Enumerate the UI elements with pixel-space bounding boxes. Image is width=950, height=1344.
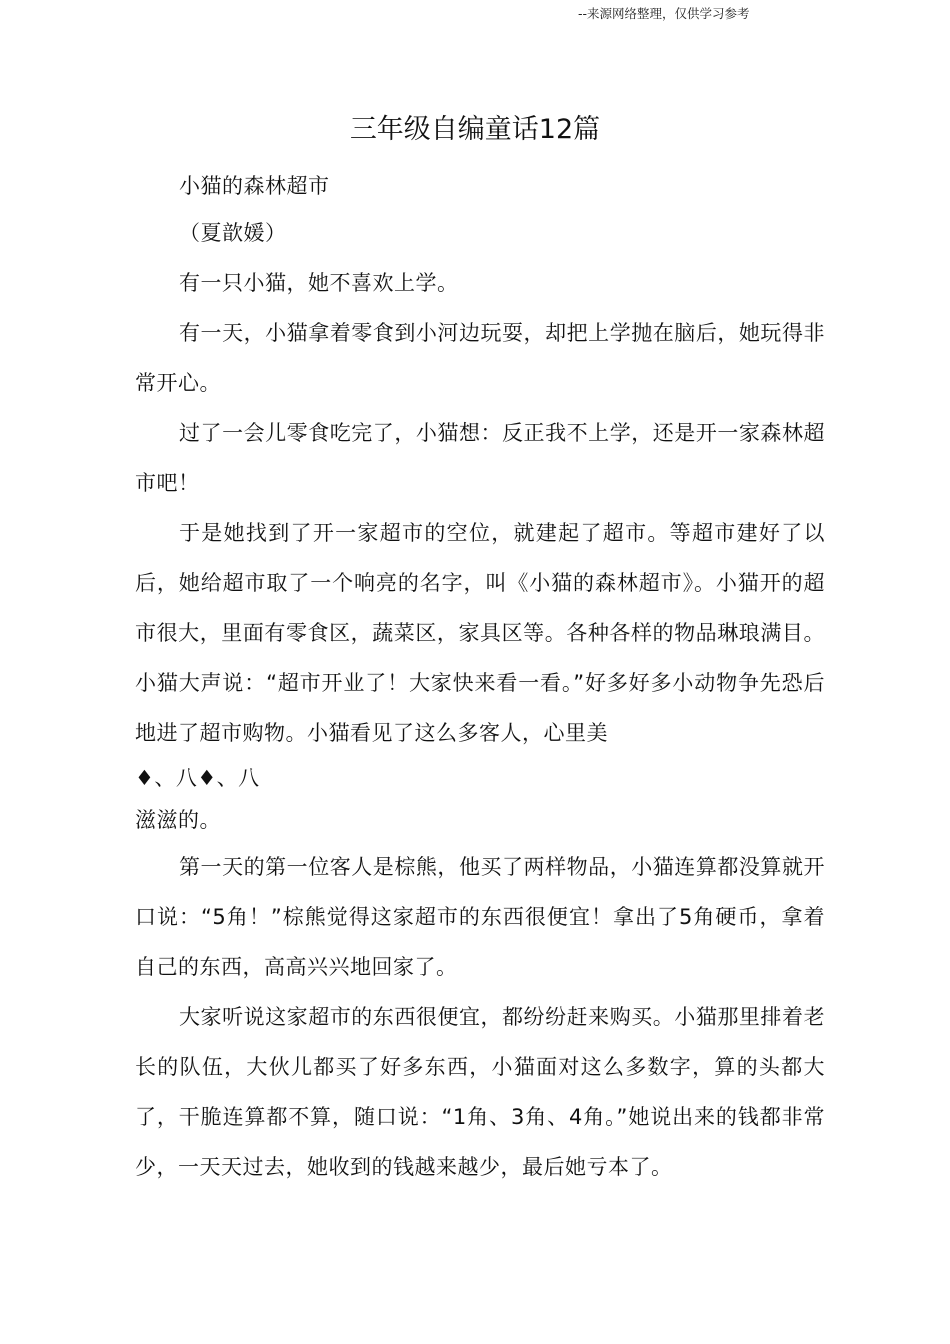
paragraph-4-continuation: 滋滋的。 — [135, 808, 221, 832]
paragraph-6: 大家听说这家超市的东西很便宜，都纷纷赶来购买。小猫那里排着老长的队伍，大伙儿都买了好多东西，小猫面对这么多数字，算的头都大了，干脆连算都不算，随口说：“1角、3角、4角。”她说出来的钱都非常少，一天天过去，她收到的钱越来越少，最后她亏本了。 — [135, 1005, 825, 1179]
paragraph-4: 于是她找到了开一家超市的空位，就建起了超市。等超市建好了以后，她给超市取了一个响亮的名字，叫《小猫的森林超市》。小猫开的超市很大，里面有零食区，蔬菜区，家具区等。各种各样的物品琳琅满目。小猫大声说：“超市开业了！大家快来看一看。”好多好多小动物争先恐后地进了超市购物。小猫看见了这么多客人，心里美 — [135, 521, 825, 745]
story-content — [135, 164, 825, 1192]
paragraph-1: 有一只小猫，她不喜欢上学。 — [179, 271, 459, 295]
paragraph-3: 过了一会儿零食吃完了，小猫想：反正我不上学，还是开一家森林超市吧！ — [135, 421, 825, 495]
garbled-line: ♦、八♦、八 — [135, 766, 260, 790]
document-title: 三年级自编童话12篇 — [349, 114, 601, 145]
header-note: --来源网络整理，仅供学习参考 — [578, 6, 750, 21]
story-author: （夏歆媛） — [179, 221, 287, 245]
paragraph-2: 有一天，小猫拿着零食到小河边玩耍，却把上学抛在脑后，她玩得非常开心。 — [135, 321, 825, 395]
story-subtitle: 小猫的森林超市 — [179, 174, 330, 198]
paragraph-5: 第一天的第一位客人是棕熊，他买了两样物品，小猫连算都没算就开口说：“5角！”棕熊觉得这家超市的东西很便宜！拿出了5角硬币，拿着自己的东西，高高兴兴地回家了。 — [135, 855, 825, 979]
